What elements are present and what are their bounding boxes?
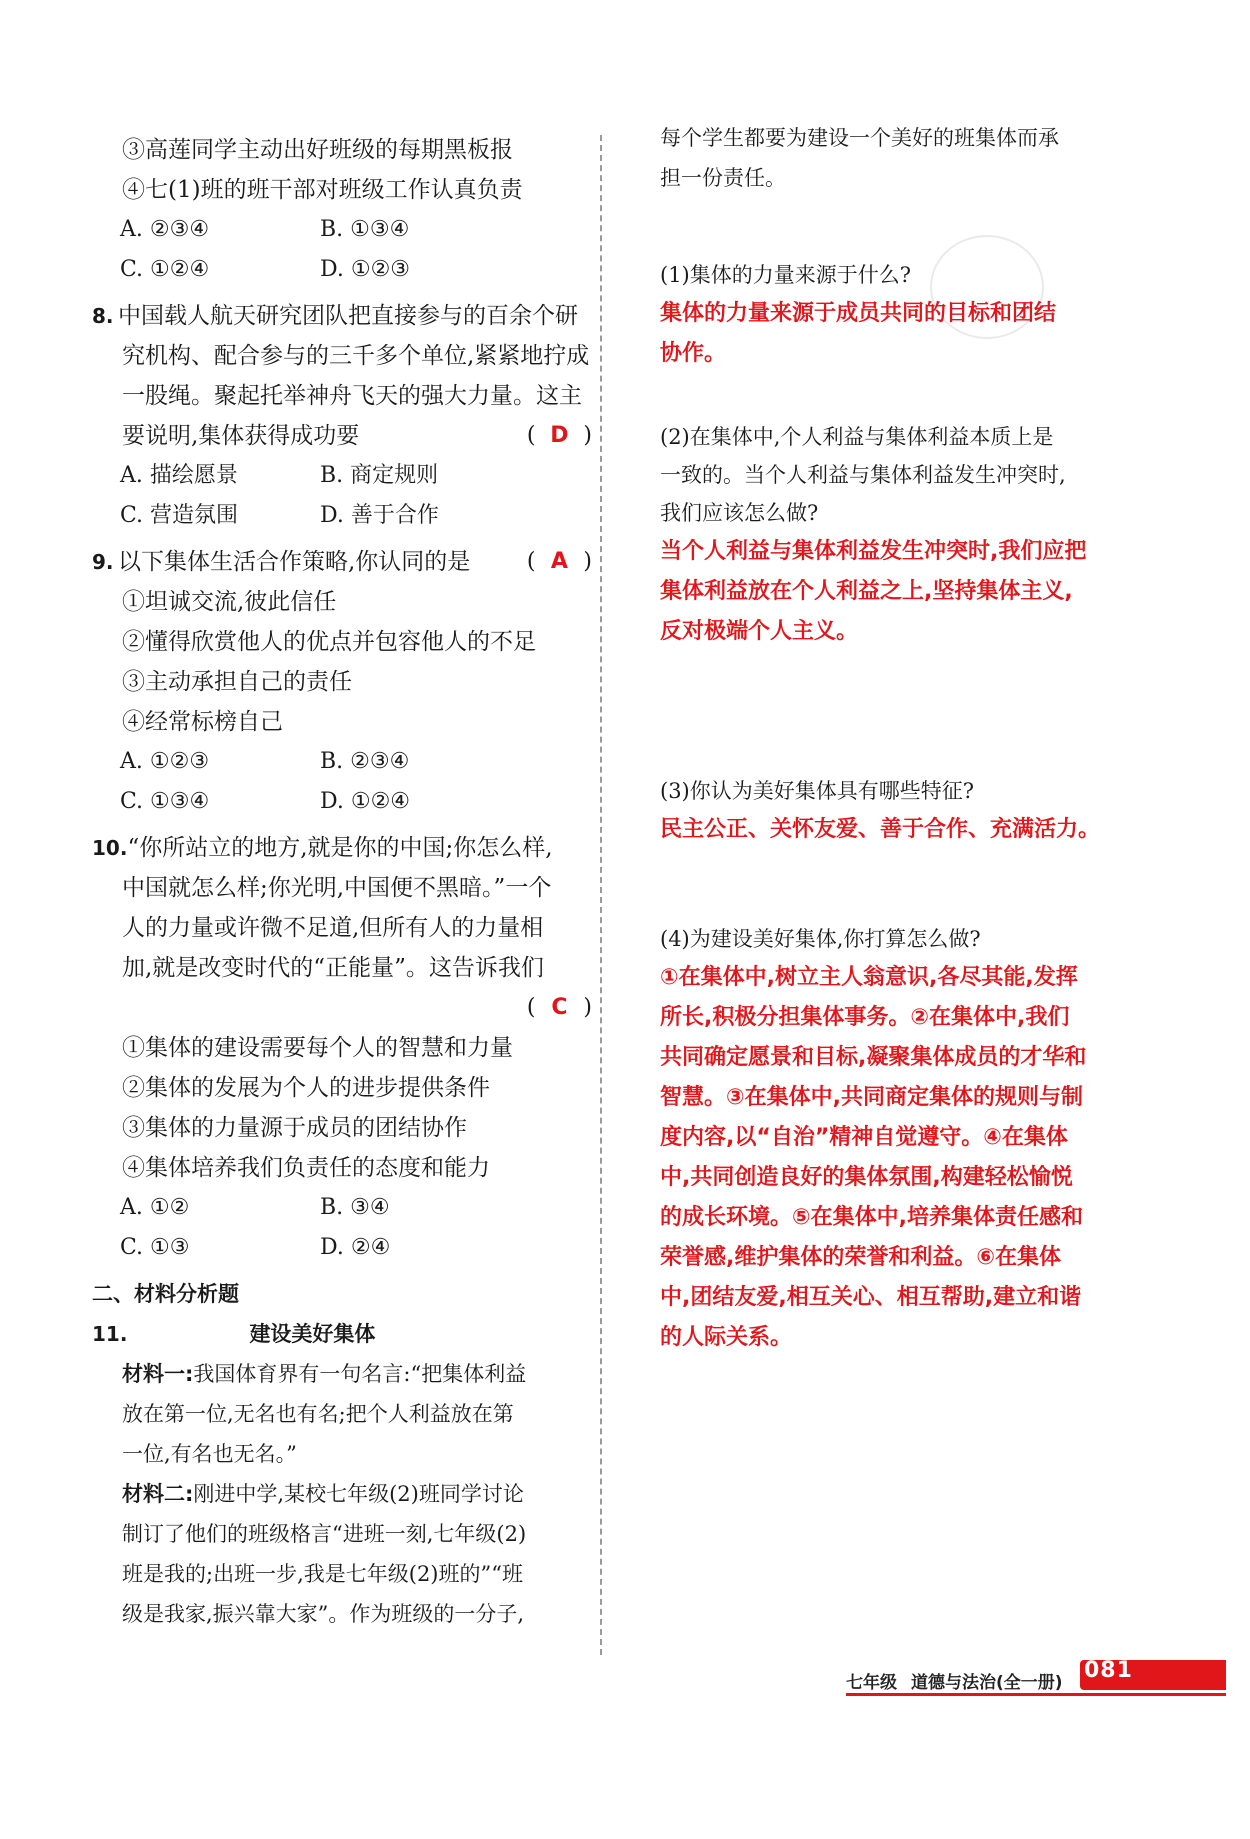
q10-line-3: 人的力量或许微不足道,但所有人的力量相 <box>122 915 544 941</box>
q8-option-a: A. 描绘愿景 <box>120 463 238 488</box>
question-11 <box>92 1314 592 1634</box>
answer-4-line-1: ①在集体中,树立主人翁意识,各尽其能,发挥 <box>660 965 1078 990</box>
answer-4-line-6: 中,共同创造良好的集体氛围,构建轻松愉悦 <box>660 1165 1073 1190</box>
question-8 <box>92 296 592 536</box>
q9-number: 9. <box>92 550 114 574</box>
q8-answer: D <box>550 423 569 448</box>
sub-question-4: (4)为建设美好集体,你打算怎么做? <box>660 927 981 951</box>
answer-4-line-10: 的人际关系。 <box>660 1325 793 1350</box>
material-1-line-1: 我国体育界有一句名言:“把集体利益 <box>193 1362 527 1386</box>
q10-option-d: D. ②④ <box>320 1235 391 1260</box>
q10-item-1: ①集体的建设需要每个人的智慧和力量 <box>122 1035 513 1061</box>
answer-4-line-4: 智慧。③在集体中,共同商定集体的规则与制 <box>660 1085 1083 1110</box>
answer-2-line-2: 集体利益放在个人利益之上,坚持集体主义, <box>660 579 1073 604</box>
q7-option-b: B. ①③④ <box>320 217 410 242</box>
q9-option-d: D. ①②④ <box>320 789 411 814</box>
q10-line-4: 加,就是改变时代的“正能量”。这告诉我们 <box>122 955 544 981</box>
left-column <box>92 130 592 1640</box>
sub-question-2-line-2: 一致的。当个人利益与集体利益发生冲突时, <box>660 463 1066 487</box>
q9-option-b: B. ②③④ <box>320 749 410 774</box>
q7-option-c: C. ①②④ <box>120 257 210 282</box>
question-10 <box>92 828 592 1268</box>
answer-4-line-9: 中,团结友爱,相互关心、相互帮助,建立和谐 <box>660 1285 1082 1310</box>
q8-line-1: 中国载人航天研究团队把直接参与的百余个研 <box>118 303 578 329</box>
q8-number: 8. <box>92 304 114 328</box>
page-number-tab <box>1080 1660 1226 1690</box>
q10-option-c: C. ①③ <box>120 1235 190 1260</box>
q9-answer: A <box>550 549 568 574</box>
q10-line-2: 中国就怎么样;你光明,中国便不黑暗。”一个 <box>122 875 552 901</box>
q10-answer: C <box>551 995 568 1020</box>
q10-item-3: ③集体的力量源于成员的团结协作 <box>122 1115 467 1141</box>
answer-1-line-2: 协作。 <box>660 341 727 366</box>
q7-option-a: A. ②③④ <box>120 217 210 242</box>
answer-2-line-3: 反对极端个人主义。 <box>660 619 859 644</box>
q8-line-4: 要说明,集体获得成功要 <box>122 423 360 449</box>
answer-4-line-2: 所长,积极分担集体事务。②在集体中,我们 <box>660 1005 1070 1030</box>
sub-question-3: (3)你认为美好集体具有哪些特征? <box>660 779 975 803</box>
footer-rule <box>846 1693 1226 1696</box>
column-divider <box>600 135 602 1655</box>
material-1-line-2: 放在第一位,无名也有名;把个人利益放在第 <box>122 1402 514 1426</box>
q8-line-3: 一股绳。聚起托举神舟飞天的强大力量。这主 <box>122 383 582 409</box>
sub-question-2-line-1: (2)在集体中,个人利益与集体利益本质上是 <box>660 425 1054 449</box>
footer-subject: 道德与法治(全一册) <box>911 1673 1063 1693</box>
q10-option-b: B. ③④ <box>320 1195 390 1220</box>
q9-answer-bracket: ( A ) <box>527 542 592 582</box>
q9-item-1: ①坦诚交流,彼此信任 <box>122 589 337 615</box>
footer-grade: 七年级 <box>846 1673 897 1693</box>
q9-option-c: C. ①③④ <box>120 789 210 814</box>
sub-question-1: (1)集体的力量来源于什么? <box>660 263 912 287</box>
answer-4-line-3: 共同确定愿景和目标,凝聚集体成员的才华和 <box>660 1045 1087 1070</box>
q10-number: 10. <box>92 836 128 860</box>
material-2-line-2: 制订了他们的班级格言“进班一刻,七年级(2) <box>122 1522 527 1546</box>
question-9 <box>92 542 592 822</box>
section-heading: 二、材料分析题 <box>92 1282 239 1306</box>
q9-option-a: A. ①②③ <box>120 749 210 774</box>
q8-option-c: C. 营造氛围 <box>120 503 239 528</box>
question-7-tail <box>92 130 592 290</box>
q10-line-1: “你所站立的地方,就是你的中国;你怎么样, <box>127 835 553 861</box>
q8-option-b: B. 商定规则 <box>320 463 439 488</box>
q8-line-2: 究机构、配合参与的三千多个单位,紧紧地拧成 <box>122 343 590 369</box>
answer-4-line-8: 荣誉感,维护集体的荣誉和利益。⑥在集体 <box>660 1245 1061 1270</box>
page-footer <box>846 1660 1226 1700</box>
material-2-line-1: 刚进中学,某校七年级(2)班同学讨论 <box>193 1482 524 1506</box>
q9-item-3: ③主动承担自己的责任 <box>122 669 352 695</box>
answer-4-line-7: 的成长环境。⑤在集体中,培养集体责任感和 <box>660 1205 1083 1230</box>
q7-item-3: ③高莲同学主动出好班级的每期黑板报 <box>122 137 513 163</box>
right-column <box>660 118 1140 1358</box>
answer-4-line-5: 度内容,以“自治”精神自觉遵守。④在集体 <box>660 1125 1068 1150</box>
intro-line-1: 每个学生都要为建设一个美好的班集体而承 <box>660 126 1059 150</box>
q11-title: 建设美好集体 <box>249 1322 376 1346</box>
q10-answer-bracket: ( C ) <box>527 988 592 1028</box>
q7-option-d: D. ①②③ <box>320 257 411 282</box>
q7-options-row-2 <box>92 250 592 290</box>
q9-item-4: ④经常标榜自己 <box>122 709 283 735</box>
q7-options-row-1 <box>92 210 592 250</box>
q10-item-2: ②集体的发展为个人的进步提供条件 <box>122 1075 490 1101</box>
q10-item-4: ④集体培养我们负责任的态度和能力 <box>122 1155 490 1181</box>
material-2-line-4: 级是我家,振兴靠大家”。作为班级的一分子, <box>122 1602 525 1626</box>
q10-option-a: A. ①② <box>120 1195 190 1220</box>
q11-number: 11. <box>92 1322 128 1346</box>
q8-answer-bracket: ( D ) <box>527 416 592 456</box>
q8-option-d: D. 善于合作 <box>320 503 439 528</box>
intro-line-2: 担一份责任。 <box>660 166 786 190</box>
material-1-label: 材料一: <box>122 1362 194 1386</box>
q9-item-2: ②懂得欣赏他人的优点并包容他人的不足 <box>122 629 536 655</box>
page-number: 081 <box>1084 1658 1133 1683</box>
q7-item-4: ④七(1)班的班干部对班级工作认真负责 <box>122 177 523 203</box>
material-2-label: 材料二: <box>122 1482 194 1506</box>
answer-3-line-1: 民主公正、关怀友爱、善于合作、充满活力。 <box>660 817 1101 842</box>
answer-1-line-1: 集体的力量来源于成员共同的目标和团结 <box>660 301 1057 326</box>
material-1-line-3: 一位,有名也无名。” <box>122 1442 297 1466</box>
material-2-line-3: 班是我的;出班一步,我是七年级(2)班的”“班 <box>122 1562 523 1586</box>
q9-stem: 以下集体生活合作策略,你认同的是 <box>118 549 471 575</box>
sub-question-2-line-3: 我们应该怎么做? <box>660 501 819 525</box>
answer-2-line-1: 当个人利益与集体利益发生冲突时,我们应把 <box>660 539 1087 564</box>
